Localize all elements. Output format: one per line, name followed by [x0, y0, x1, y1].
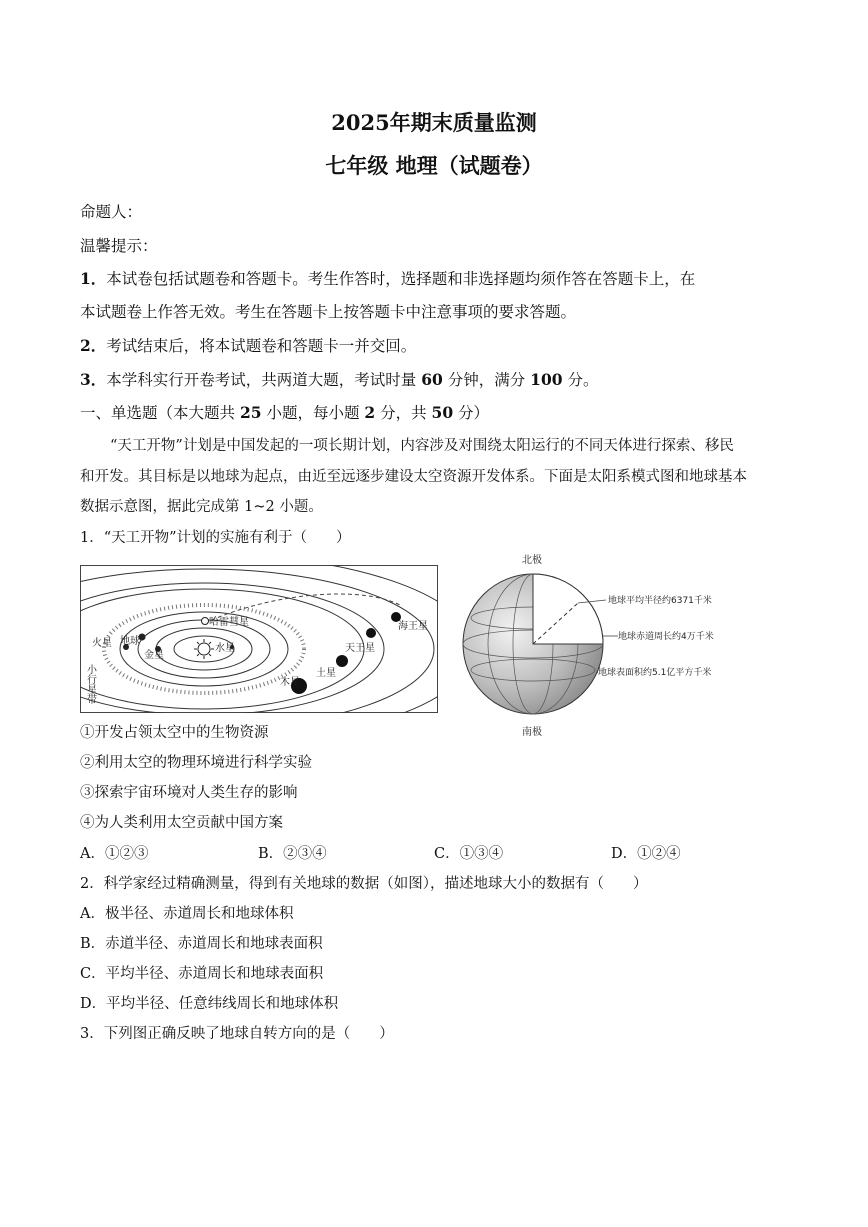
cutaway-section	[533, 574, 603, 644]
label-south-pole: 南极	[522, 727, 542, 738]
label-venus: 金星	[144, 650, 164, 661]
notice-number: 3．	[80, 370, 107, 389]
q1-item-3: ③探索宇宙环境对人类生存的影响	[80, 785, 298, 801]
notice-label: 温馨提示：	[80, 237, 158, 255]
q2-option-d[interactable]: D．平均半径、任意纬线周长和地球体积	[80, 996, 339, 1012]
sun-icon	[194, 639, 214, 659]
notice-1-cont: 本试题卷上作答无效。考生在答题卡上按答题卡中注意事项的要求答题。	[80, 303, 577, 321]
q1-option-c[interactable]: C．①③④	[434, 846, 504, 862]
notice-number: 2．	[80, 336, 107, 355]
label-mercury: 水星	[215, 643, 235, 654]
exam-title: 2025年期末质量监测	[331, 110, 537, 135]
q2-option-c[interactable]: C．平均半径、赤道周长和地球表面积	[80, 966, 324, 982]
label-mean-radius: 地球平均半径约6371千米	[608, 596, 712, 606]
section-heading: 一、单选题（本大题共 25 小题，每小题 2 分，共 50 分）	[80, 403, 490, 422]
question-1-stem: 1．“天工开物”计划的实施有利于（ ）	[80, 530, 351, 546]
notice-2	[80, 334, 416, 356]
label-mars: 火星	[92, 638, 112, 649]
q1-option-d[interactable]: D．①②④	[611, 846, 681, 862]
passage-line-2: 和开发。其目标是以地球为起点，由近至远逐步建设太空资源开发体系。下面是太阳系模式图和地球基本	[80, 469, 747, 485]
earth-data-diagram	[458, 548, 726, 738]
label-asteroid-belt: 小行星带	[84, 664, 96, 704]
solar-system-diagram	[80, 565, 438, 713]
label-equator-circumference: 地球赤道周长约4万千米	[618, 632, 714, 642]
label-uranus: 天王星	[345, 643, 375, 654]
q2-option-b[interactable]: B．赤道半径、赤道周长和地球表面积	[80, 936, 323, 952]
exam-subtitle: 七年级 地理（试题卷）	[325, 153, 543, 178]
q1-item-4: ④为人类利用太空贡献中国方案	[80, 815, 283, 831]
q1-item-2: ②利用太空的物理环境进行科学实验	[80, 755, 312, 771]
question-2-stem: 2．科学家经过精确测量，得到有关地球的数据（如图），描述地球大小的数据有（ ）	[80, 876, 648, 892]
q1-option-b[interactable]: B．②③④	[258, 846, 327, 862]
label-neptune: 海王星	[398, 621, 428, 632]
label-north-pole: 北极	[522, 555, 542, 566]
uranus-icon	[366, 628, 376, 638]
notice-1	[80, 267, 695, 289]
q1-item-1: ①开发占领太空中的生物资源	[80, 725, 269, 741]
label-surface-area: 地球表面积约5.1亿平方千米	[598, 668, 712, 678]
notice-text: 本试卷包括试题卷和答题卡。考生作答时，选择题和非选择题均须作答在答题卡上，在	[106, 270, 696, 288]
label-jupiter: 木星	[280, 677, 300, 688]
question-3-stem: 3．下列图正确反映了地球自转方向的是（ ）	[80, 1026, 394, 1042]
label-halley: 哈雷彗星	[209, 617, 249, 628]
q1-option-a[interactable]: A．①②③	[80, 846, 149, 862]
passage-line-3: 数据示意图，据此完成第 1~2 小题。	[80, 499, 323, 515]
notice-number: 1．	[80, 269, 107, 288]
saturn-icon	[336, 655, 348, 667]
notice-text: 考试结束后，将本试题卷和答题卡一并交回。	[106, 337, 417, 355]
q2-option-a[interactable]: A．极半径、赤道周长和地球体积	[80, 906, 294, 922]
notice-3: 3．本学科实行开卷考试，共两道大题，考试时量 60 分钟，满分 100 分。	[80, 370, 599, 389]
author-label: 命题人：	[80, 203, 143, 221]
label-earth: 地球	[120, 636, 140, 647]
passage-line-1: “天工开物”计划是中国发起的一项长期计划，内容涉及对围绕太阳运行的不同天体进行探索、移民	[110, 438, 734, 454]
halley-comet-icon	[202, 618, 209, 625]
label-saturn: 土星	[316, 668, 336, 679]
